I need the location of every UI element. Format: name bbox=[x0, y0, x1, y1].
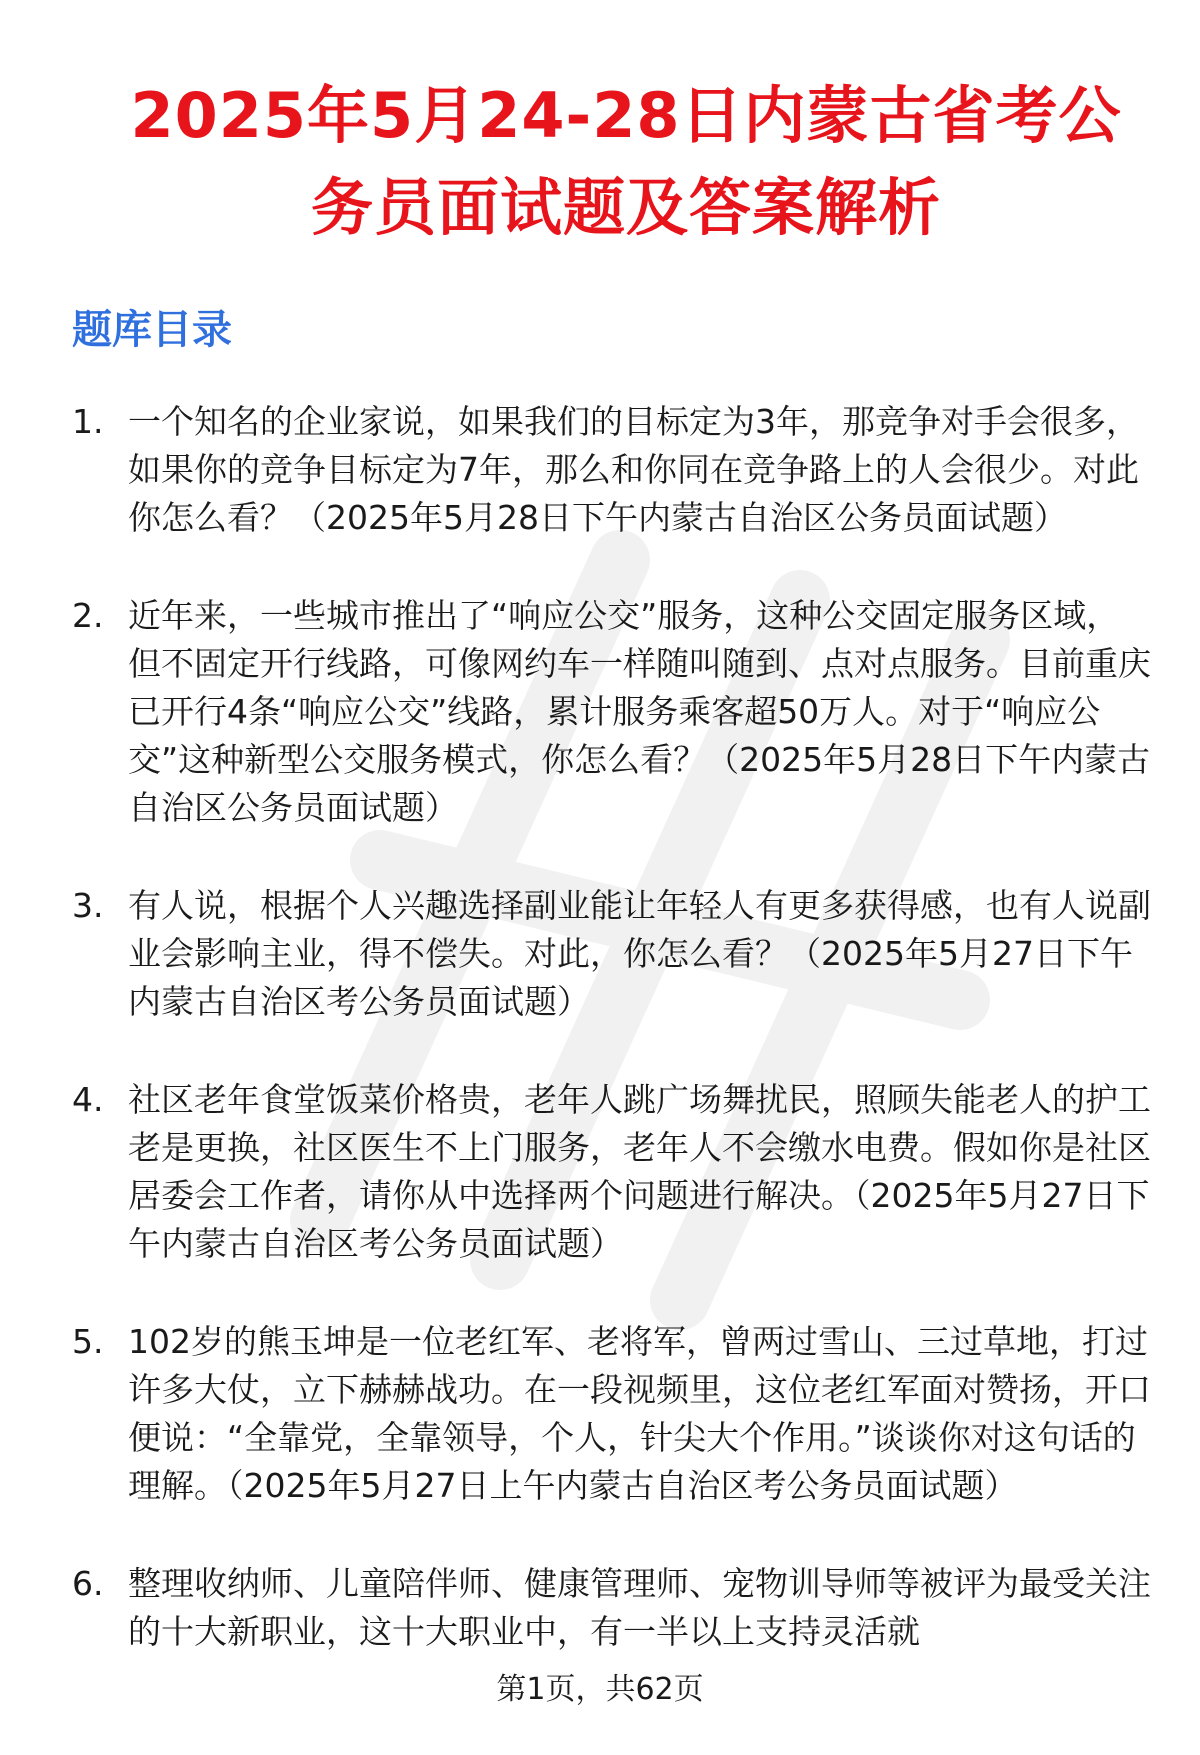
question-source: （2025年5月28日下午内蒙古自治区公务员面试题） bbox=[128, 740, 1151, 827]
question-text bbox=[128, 882, 1152, 1026]
question-number: 1. bbox=[72, 402, 104, 441]
question-text bbox=[128, 398, 1152, 542]
question-text bbox=[128, 592, 1152, 832]
question-item-1 bbox=[72, 398, 1152, 542]
question-text bbox=[128, 1318, 1152, 1510]
question-item-4 bbox=[72, 1076, 1152, 1268]
question-text bbox=[128, 1560, 1152, 1656]
document-title: 2025年5月24-28日内蒙古省考公务员面试题及答案解析 bbox=[130, 79, 1122, 244]
question-text bbox=[128, 1076, 1152, 1268]
question-body: 近年来，一些城市推出了“响应公交”服务，这种公交固定服务区域，但不固定开行线路，可像网约车一样随叫随到、点对点服务。目前重庆已开行4条“响应公交”线路，累计服务乘客超50万人。对于“响应公交”这种新型公交服务模式，你怎么看？ bbox=[128, 596, 1151, 779]
question-body: 社区老年食堂饭菜价格贵，老年人跳广场舞扰民，照顾失能老人的护工老是更换，社区医生不上门服务，老年人不会缴水电费。假如你是社区居委会工作者，请你从中选择两个问题进行解决。 bbox=[128, 1080, 1151, 1215]
question-item-5 bbox=[72, 1318, 1152, 1510]
question-body: 102岁的熊玉坤是一位老红军、老将军，曾两过雪山、三过草地，打过许多大仗，立下赫赫战功。在一段视频里，这位老红军面对赞扬，开口便说：“全靠党，全靠领导，个人，针尖大个作用。”谈谈你对这句话的理解。 bbox=[128, 1322, 1151, 1505]
question-number: 5. bbox=[72, 1322, 104, 1361]
question-source: （2025年5月27日下午内蒙古自治区考公务员面试题） bbox=[128, 1176, 1150, 1263]
question-source: （2025年5月27日下午内蒙古自治区考公务员面试题） bbox=[128, 934, 1133, 1021]
question-body: 有人说，根据个人兴趣选择副业能让年轻人有更多获得感，也有人说副业会影响主业，得不偿失。对此，你怎么看？ bbox=[128, 886, 1151, 973]
section-title: 题库目录 bbox=[72, 307, 232, 353]
question-number: 2. bbox=[72, 596, 104, 635]
question-source: （2025年5月27日上午内蒙古自治区考公务员面试题） bbox=[227, 1466, 1018, 1505]
question-item-2 bbox=[72, 592, 1152, 832]
question-list bbox=[72, 398, 1152, 1656]
question-source: （2025年5月28日下午内蒙古自治区公务员面试题） bbox=[293, 498, 1067, 537]
question-number: 4. bbox=[72, 1080, 104, 1119]
page-footer: 第1页，共62页 bbox=[496, 1672, 704, 1707]
question-item-3 bbox=[72, 882, 1152, 1026]
question-body: 整理收纳师、儿童陪伴师、健康管理师、宠物训导师等被评为最受关注的十大新职业，这十大职业中，有一半以上支持灵活就 bbox=[128, 1564, 1151, 1651]
question-body: 一个知名的企业家说，如果我们的目标定为3年，那竞争对手会很多，如果你的竞争目标定为7年，那么和你同在竞争路上的人会很少。对此你怎么看？ bbox=[128, 402, 1139, 537]
question-item-6 bbox=[72, 1560, 1152, 1656]
question-number: 6. bbox=[72, 1564, 104, 1603]
question-number: 3. bbox=[72, 886, 104, 925]
